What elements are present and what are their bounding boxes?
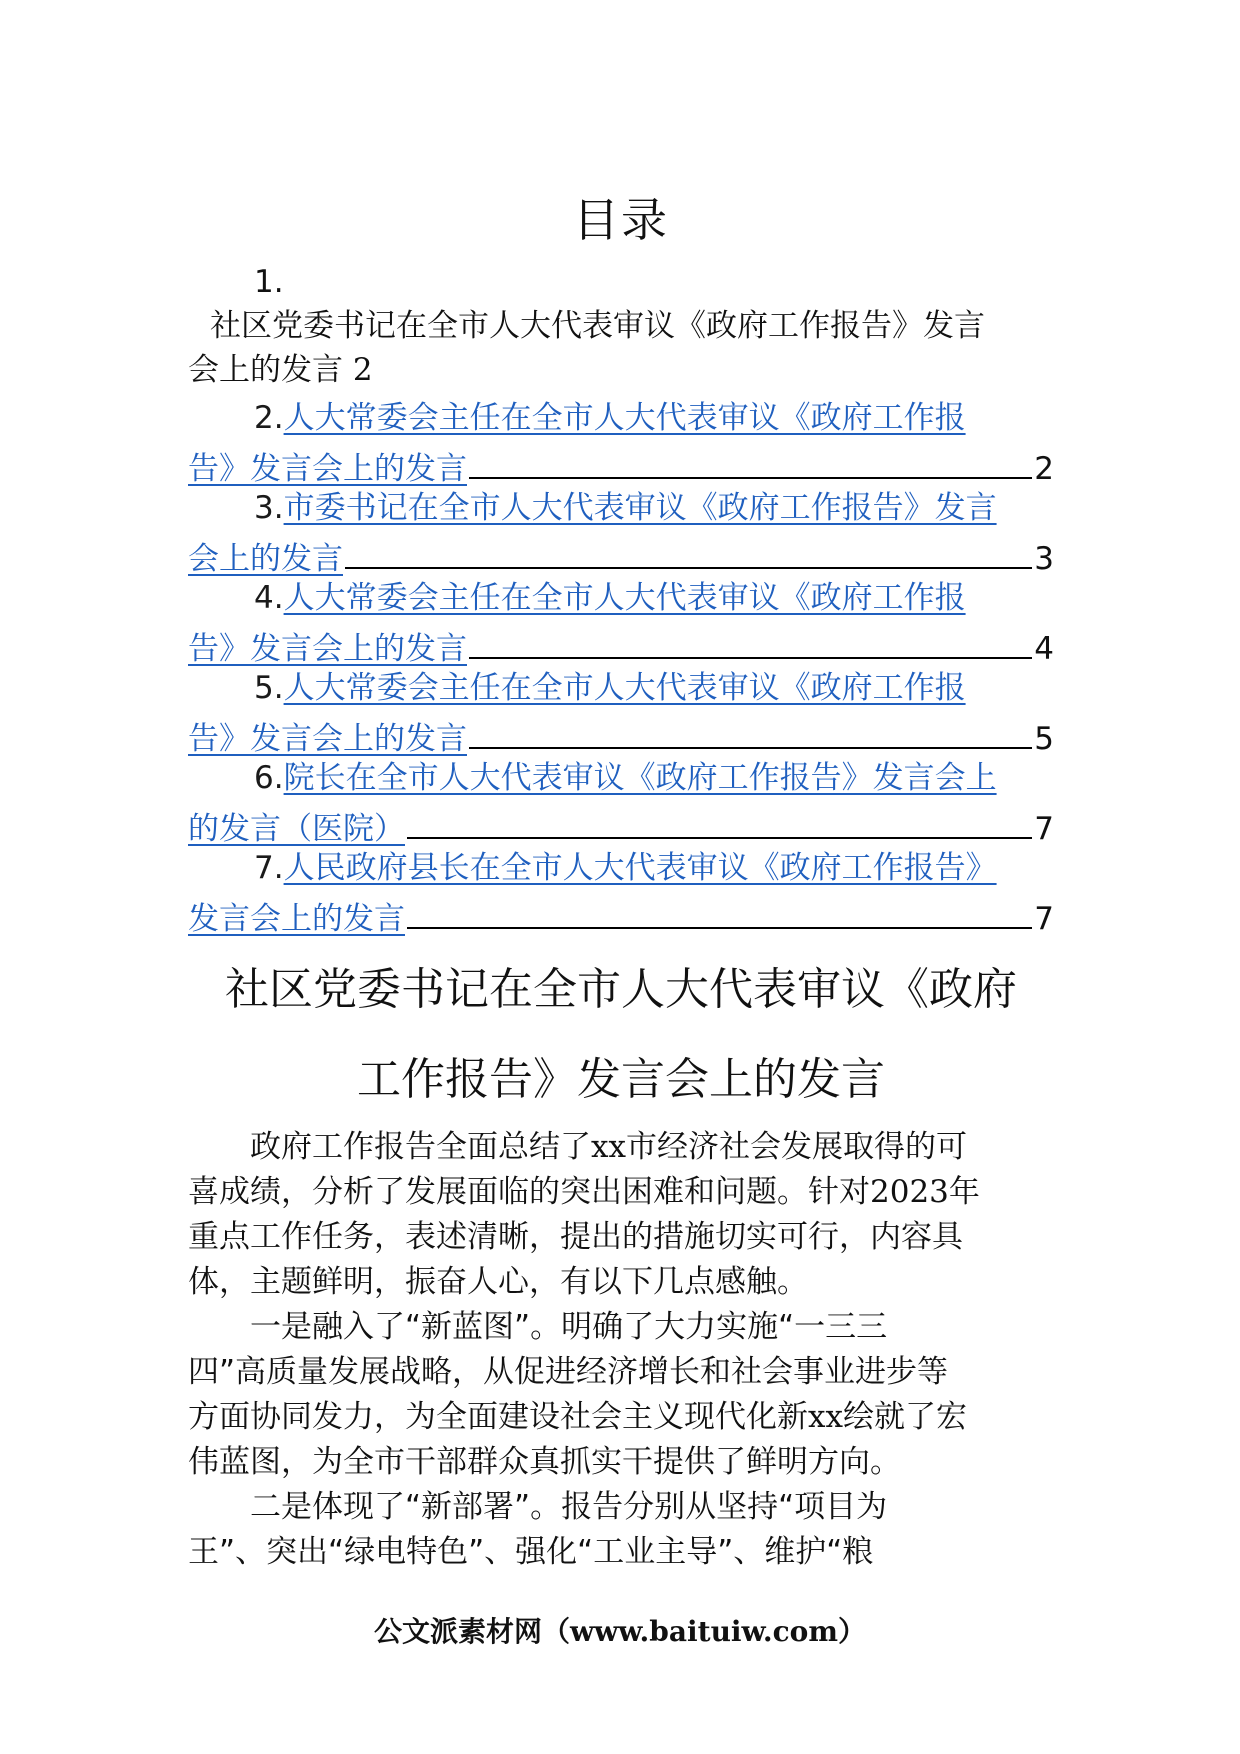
- toc-page-number: 2: [1034, 451, 1054, 487]
- article-title-line2: 工作报告》发言会上的发言: [357, 1054, 885, 1105]
- toc-list: [188, 396, 1054, 936]
- toc-entry-1-line1: 社区党委书记在全市人大代表审议《政府工作报告》发言: [210, 308, 985, 344]
- toc-entry-number: 3.: [254, 490, 284, 526]
- text-run: 政府工作报告全面总结了: [250, 1129, 591, 1165]
- toc-entry-number: 5.: [254, 670, 284, 706]
- toc-link[interactable]: 人大常委会主任在全市人大代表审议《政府工作报: [283, 670, 966, 706]
- toc-entry-number: 7.: [254, 850, 284, 886]
- toc-link[interactable]: 人大常委会主任在全市人大代表审议《政府工作报: [283, 580, 966, 616]
- toc-entry-1-page: 2: [352, 352, 373, 388]
- toc-entry-number: 6.: [254, 760, 284, 796]
- paragraph-2-line: 一是融入了“新蓝图”。明确了大力实施“一三三: [250, 1309, 888, 1345]
- text-run: 市经济社会发展取得的可: [625, 1129, 967, 1165]
- text-run: xx: [808, 1399, 843, 1435]
- text-run: 绘就了宏: [842, 1399, 967, 1435]
- toc-entry-1-line2: [188, 348, 1054, 392]
- text-run: xx: [591, 1129, 626, 1165]
- toc-link[interactable]: 发言会上的发言: [188, 901, 405, 937]
- toc-page-number: 7: [1034, 901, 1054, 937]
- paragraph-1-line: 体，主题鲜明，振奋人心，有以下几点感触。: [188, 1264, 808, 1300]
- toc-leader-dots: [407, 801, 1032, 839]
- toc-page-number: 3: [1034, 541, 1054, 577]
- toc-page-number: 4: [1034, 631, 1054, 667]
- paragraph-2-line: [188, 1395, 1054, 1440]
- article-body: [188, 1125, 1054, 1575]
- text-run: 喜成绩，分析了发展面临的突出困难和问题。针对: [188, 1174, 870, 1210]
- toc-leader-dots: [407, 891, 1032, 929]
- toc-entry: [188, 846, 1054, 936]
- paragraph-2-line: 四”高质量发展战略，从促进经济增长和社会事业进步等: [188, 1354, 949, 1390]
- toc-entry: [188, 396, 1054, 486]
- article-title-line1: 社区党委书记在全市人大代表审议《政府: [225, 964, 1017, 1015]
- paragraph-3-line: 王”、突出“绿电特色”、强化“工业主导”、维护“粮: [188, 1534, 874, 1570]
- toc-entry-1-number: 1.: [254, 264, 284, 300]
- toc-entry-number: 4.: [254, 580, 284, 616]
- toc-page-number: 5: [1034, 721, 1054, 757]
- toc-link[interactable]: 会上的发言: [188, 541, 343, 577]
- toc-leader-dots: [469, 621, 1032, 659]
- text-run: 方面协同发力，为全面建设社会主义现代化新: [188, 1399, 808, 1435]
- toc-link[interactable]: 市委书记在全市人大代表审议《政府工作报告》发言: [283, 490, 997, 526]
- paragraph-2-line: 伟蓝图，为全市干部群众真抓实干提供了鲜明方向。: [188, 1444, 901, 1480]
- toc-leader-dots: [469, 441, 1032, 479]
- text-run: 年: [948, 1174, 980, 1210]
- toc-link[interactable]: 告》发言会上的发言: [188, 721, 467, 757]
- toc-entry: [188, 486, 1054, 576]
- paragraph-3-line: 二是体现了“新部署”。报告分别从坚持“项目为: [250, 1489, 888, 1525]
- toc-entry: [188, 666, 1054, 756]
- toc-link[interactable]: 人大常委会主任在全市人大代表审议《政府工作报: [283, 400, 966, 436]
- toc-entry: [188, 576, 1054, 666]
- paragraph-1-line: [188, 1170, 1054, 1215]
- toc-page-number: 7: [1034, 811, 1054, 847]
- toc-link[interactable]: 告》发言会上的发言: [188, 631, 467, 667]
- toc-leader-dots: [469, 711, 1032, 749]
- toc-link[interactable]: 院长在全市人大代表审议《政府工作报告》发言会上: [283, 760, 997, 796]
- toc-link[interactable]: 的发言（医院）: [188, 811, 405, 847]
- paragraph-1-line: 重点工作任务，表述清晰，提出的措施切实可行，内容具: [188, 1219, 963, 1255]
- footer-watermark: 公文派素材网（www.baituiw.com）: [374, 1615, 866, 1648]
- toc-leader-dots: [345, 531, 1032, 569]
- toc-entry-1-text: 会上的发言: [188, 352, 343, 388]
- toc-entry-number: 2.: [254, 400, 284, 436]
- text-run: 2023: [870, 1174, 949, 1210]
- toc-title: 目录: [573, 193, 669, 247]
- toc-link[interactable]: 告》发言会上的发言: [188, 451, 467, 487]
- toc-entry-1: [188, 304, 1054, 392]
- toc-entry: [188, 756, 1054, 846]
- toc-link[interactable]: 人民政府县长在全市人大代表审议《政府工作报告》: [283, 850, 997, 886]
- paragraph-1-line: [188, 1125, 1054, 1170]
